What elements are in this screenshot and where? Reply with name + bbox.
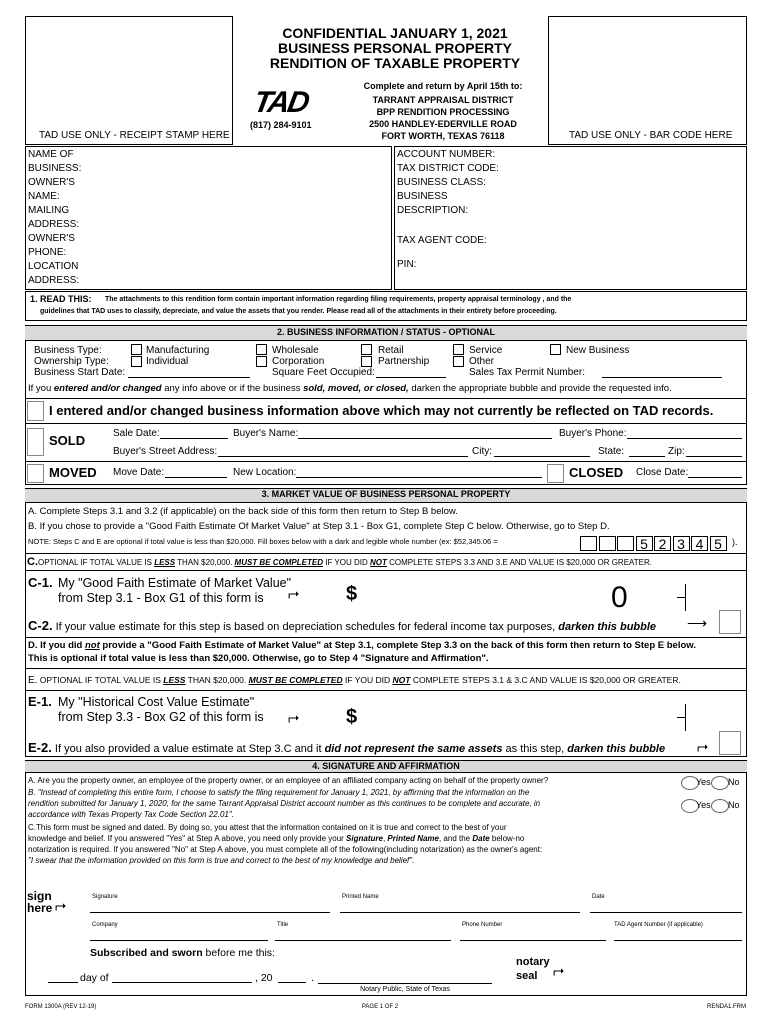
sale-date-label: Sale Date: (113, 428, 160, 439)
step-4a-yes-label: Yes (696, 777, 711, 787)
retail-label: Retail (378, 345, 404, 356)
tax-district-label: TAX DISTRICT CODE: (397, 163, 499, 174)
step-4b-text-1: B. "Instead of completing this entire form, I choose to satisfy the filing requirement for January 1, 2021, by affirming that the information on the (28, 788, 530, 797)
example-digit-box (580, 536, 597, 551)
return-note: Complete and return by April 15th to: (363, 81, 523, 91)
owner-field-label: PHONE: (28, 247, 67, 258)
divider (25, 553, 747, 554)
sales-tax-field[interactable] (602, 377, 722, 378)
move-date-field[interactable] (165, 477, 227, 478)
e1-label: E-1. (28, 694, 52, 709)
e2-text: E-2. If you also provided a value estimate at Step 3.C and it did not represent the same assets as this step, darken this bubble (28, 740, 666, 755)
city-label: City: (472, 446, 492, 457)
close-date-field[interactable] (688, 477, 742, 478)
sold-bubble[interactable] (27, 428, 44, 456)
owner-field-label: OWNER'S (28, 233, 75, 244)
sign-here-label: sign here (27, 889, 53, 915)
department-name: BPP RENDITION PROCESSING (376, 107, 510, 117)
manufacturing-label: Manufacturing (146, 345, 210, 356)
c1-label: C-1. (28, 575, 53, 590)
title-field[interactable] (275, 940, 451, 941)
business-description-label-1: BUSINESS (397, 191, 448, 202)
arrow-right-icon: ⟶ (687, 615, 708, 631)
owner-field-label: OWNER'S (28, 177, 75, 188)
example-digit-box (617, 536, 634, 551)
step-4a-no-radio[interactable] (711, 776, 729, 790)
step-d-text-1: D. If you did not provide a "Good Faith Estimate of Market Value" at Step 3.1, complete Step 3.3 on the back of this form then return to Step E below. (28, 640, 696, 651)
manufacturing-checkbox[interactable] (131, 344, 142, 355)
section-4-header: 4. SIGNATURE AND AFFIRMATION (312, 761, 460, 771)
date-field[interactable] (590, 912, 742, 913)
owner-field-label: ADDRESS: (28, 219, 80, 230)
form-id: FORM 1300A (REV 12-19) (25, 1004, 97, 1010)
section-1-text-2: guidelines that TAD uses to classify, depreciate, and value the assets that you render. Please read all of the attachments in their entirety before proceeding. (40, 308, 557, 315)
service-label: Service (469, 345, 503, 356)
step-4b-text-2: rendition submitted for January 1, 2020, for the same Tarrant Appraisal District account number as this continues to be complete and accurate, in (28, 799, 541, 808)
divider (25, 398, 747, 399)
new-location-field[interactable] (296, 477, 542, 478)
owner-field-label: NAME OF (28, 149, 74, 160)
seal-label: seal (516, 970, 538, 982)
ownership-type-label: Ownership Type: (34, 356, 109, 367)
step-4c-text-2: knowledge and belief. If you answered "Yes" at Step A above, you need only provide your Signature, Printed Name, and the Date below-no (28, 834, 525, 843)
retail-checkbox[interactable] (361, 344, 372, 355)
notary-label: notary (516, 956, 550, 968)
e1-dollar-sign: $ (346, 706, 358, 728)
divider (25, 423, 747, 424)
sold-label: SOLD (49, 433, 86, 448)
owner-field-label: BUSINESS: (28, 163, 82, 174)
bar-code-box (548, 16, 747, 145)
account-number-label: ACCOUNT NUMBER: (397, 149, 496, 160)
step-4b-text-3: accordance with Texas Property Tax Code Section 22.01". (28, 810, 234, 819)
page-number: PAGE 1 OF 2 (361, 1004, 399, 1010)
sale-date-field[interactable] (160, 438, 228, 439)
other-label: Other (469, 356, 495, 367)
changed-info-bubble[interactable] (27, 401, 44, 421)
buyer-phone-label: Buyer's Phone: (559, 428, 627, 439)
title-label: Title (277, 922, 289, 928)
tax-agent-label: TAX AGENT CODE: (397, 235, 487, 246)
closed-bubble[interactable] (547, 464, 564, 483)
step-c-header: C.OPTIONAL IF TOTAL VALUE IS LESS THAN $20,000. MUST BE COMPLETED IF YOU DID NOT COMPLETE STEPS 3.3 AND 3.E AND VALUE IS $20,000 OR GREATER. (27, 556, 652, 568)
status-instructions: If you entered and/or changed any info above or if the business sold, moved, or closed, darken the appropriate bubble and provide the requested info. (28, 383, 672, 394)
divider (25, 637, 747, 638)
district-phone: (817) 284-9101 (250, 120, 312, 130)
step-4b-yes-label: Yes (696, 800, 711, 810)
corporation-checkbox[interactable] (256, 356, 267, 367)
state-field[interactable] (629, 456, 665, 457)
wholesale-label: Wholesale (272, 345, 319, 356)
printed-name-label: Printed Name (342, 894, 379, 900)
signature-label: Signature (92, 894, 118, 900)
arrow-right-icon: ⮣ (55, 897, 67, 913)
c1-text-2: from Step 3.1 - Box G1 of this form is (58, 591, 264, 605)
business-class-label: BUSINESS CLASS: (397, 177, 486, 188)
arrow-right-icon: ⮣ (697, 738, 709, 754)
start-date-label: Business Start Date: (34, 367, 126, 378)
sales-tax-label: Sales Tax Permit Number: (469, 367, 585, 378)
subscribed-text: Subscribed and sworn before me this: (90, 947, 275, 959)
year-dot: . (311, 972, 314, 984)
example-digit-box: 4 (691, 536, 708, 551)
zip-field[interactable] (686, 456, 742, 457)
individual-label: Individual (146, 356, 189, 367)
step-a-text: A. Complete Steps 3.1 and 3.2 (if applicable) on the back side of this form then return to Step B below. (28, 506, 458, 517)
business-description-label-2: DESCRIPTION: (397, 205, 469, 216)
divider (677, 717, 686, 718)
corporation-label: Corporation (272, 356, 325, 367)
other-checkbox[interactable] (453, 356, 464, 367)
owner-field-label: LOCATION (28, 261, 79, 272)
year-field[interactable] (278, 982, 306, 983)
bar-code-label: TAD USE ONLY - BAR CODE HERE (569, 130, 733, 141)
owner-field-label: ADDRESS: (28, 275, 80, 286)
buyer-phone-field[interactable] (627, 438, 742, 439)
section-1-text-1: The attachments to this rendition form contain important information regarding filing requirements, property appraisal terminology , and the (105, 296, 572, 303)
divider (25, 570, 747, 571)
example-digit-box: 5 (636, 536, 653, 551)
c2-bubble[interactable] (719, 610, 741, 634)
buyer-name-label: Buyer's Name: (233, 428, 299, 439)
arrow-right-icon: ⮣ (288, 709, 300, 725)
moved-bubble[interactable] (27, 464, 44, 483)
start-date-field[interactable] (128, 377, 250, 378)
zip-label: Zip: (668, 446, 685, 457)
section-2-header: 2. BUSINESS INFORMATION / STATUS - OPTIONAL (276, 327, 495, 337)
day-field[interactable] (48, 982, 78, 983)
moved-label: MOVED (49, 465, 97, 480)
agent-number-label: TAD Agent Number (if applicable) (614, 922, 703, 928)
title-line-1: CONFIDENTIAL JANUARY 1, 2021 (282, 25, 508, 41)
file-name: RENDA1.FRM (706, 1004, 746, 1010)
example-digit-box: 5 (710, 536, 727, 551)
district-name: TARRANT APPRAISAL DISTRICT (372, 95, 514, 105)
phone-number-label: Phone Number (462, 922, 503, 928)
individual-checkbox[interactable] (131, 356, 142, 367)
agent-number-field[interactable] (614, 940, 742, 941)
changed-info-text: I entered and/or changed business information above which may not currently be reflected on TAD records. (49, 403, 714, 418)
year-prefix: , 20 (255, 972, 273, 984)
square-feet-label: Square Feet Occupied: (272, 367, 375, 378)
step-4c-text-4: "I swear that the information provided on this form is true and correct to the best of my knowledge and belief". (28, 856, 415, 865)
notary-public-label: Notary Public, State of Texas (360, 986, 450, 993)
e2-bubble[interactable] (719, 731, 741, 755)
phone-number-field[interactable] (460, 940, 606, 941)
city-field[interactable] (494, 456, 590, 457)
owner-field-label: NAME: (28, 191, 60, 202)
address-line-1: 2500 HANDLEY-EDERVILLE ROAD (369, 119, 517, 129)
buyer-street-field[interactable] (218, 456, 468, 457)
tad-logo: TAD (251, 86, 311, 119)
owner-field-label: MAILING (28, 205, 70, 216)
address-line-2: FORT WORTH, TEXAS 76118 (381, 131, 505, 141)
notary-signature-field[interactable] (318, 983, 492, 984)
company-label: Company (92, 922, 118, 928)
divider (677, 597, 686, 598)
step-4a-no-label: No (728, 777, 740, 787)
buyer-name-field[interactable] (298, 438, 552, 439)
step-d-text-2: This is optional if total value is less than $20,000. Otherwise, go to Step 4 "Signature and Affirmation". (28, 653, 489, 664)
month-field[interactable] (112, 982, 252, 983)
divider (25, 461, 747, 462)
e1-text-1: My "Historical Cost Value Estimate" (58, 695, 255, 709)
c1-dollar-sign: $ (346, 583, 358, 605)
section-1-label: 1. READ THIS: (30, 294, 92, 304)
arrow-right-icon: ⮣ (288, 585, 300, 601)
partnership-label: Partnership (378, 356, 430, 367)
pin-label: PIN: (397, 259, 417, 270)
example-digit-box: 2 (654, 536, 671, 551)
c1-value[interactable]: 0 (611, 581, 628, 614)
step-4c-text-1: C.This form must be signed and dated. By doing so, you attest that the information contained on it is true and correct to the best of your (28, 823, 507, 832)
divider (25, 690, 747, 691)
receipt-stamp-box (25, 16, 233, 145)
step-4b-no-label: No (728, 800, 740, 810)
day-of-label: day of (80, 972, 109, 984)
receipt-stamp-label: TAD USE ONLY - RECEIPT STAMP HERE (39, 130, 230, 141)
step-e-header: E. OPTIONAL IF TOTAL VALUE IS LESS THAN $20,000. MUST BE COMPLETED IF YOU DID NOT COMPLETE STEPS 3.1 & 3.C AND VALUE IS $20,000 OR GREATER. (28, 675, 681, 686)
state-label: State: (598, 446, 625, 457)
step-b-text: B. If you chose to provide a "Good Faith Estimate Of Market Value" at Step 3.1 - Box G1, complete Step C below. Otherwise, go to Step D. (28, 521, 610, 532)
new-location-label: New Location: (233, 467, 297, 478)
company-field[interactable] (90, 940, 268, 941)
c2-text: C-2. If your value estimate for this step is based on depreciation schedules for federal income tax purposes, darken this bubble (28, 618, 657, 633)
close-date-label: Close Date: (636, 467, 689, 478)
business-type-label: Business Type: (34, 345, 102, 356)
wholesale-checkbox[interactable] (256, 344, 267, 355)
square-feet-field[interactable] (376, 377, 446, 378)
step-4c-text-3: notarization is required. If you answered "No" at Step A above, you must complete all of the following(including notarization) as the owner's agent: (28, 845, 543, 854)
title-line-3: RENDITION OF TAXABLE PROPERTY (269, 55, 521, 71)
partnership-checkbox[interactable] (361, 356, 372, 367)
c1-text-1: My "Good Faith Estimate of Market Value" (58, 576, 292, 590)
buyer-street-label: Buyer's Street Address: (113, 446, 218, 457)
date-label: Date (592, 894, 605, 900)
new-business-label: New Business (566, 345, 630, 356)
section-3-header: 3. MARKET VALUE OF BUSINESS PERSONAL PROPERTY (261, 489, 511, 499)
move-date-label: Move Date: (113, 467, 165, 478)
title-line-2: BUSINESS PERSONAL PROPERTY (278, 40, 512, 56)
step-4a-text: A. Are you the property owner, an employee of the property owner, or an employee of an affiliated company acting on behalf of the property owner? (28, 776, 549, 785)
example-digit-box: 3 (673, 536, 690, 551)
new-business-checkbox[interactable] (550, 344, 561, 355)
divider (25, 668, 747, 669)
arrow-right-icon: ⮣ (553, 962, 565, 978)
note-text: NOTE: Steps C and E are optional if total value is less than $20,000. Fill boxes below with a dark and legible whole number (ex: $52,345.06 = (28, 537, 498, 546)
e1-text-2: from Step 3.3 - Box G2 of this form is (58, 710, 264, 724)
note-end: ). (732, 537, 738, 547)
example-digit-box (599, 536, 616, 551)
printed-name-field[interactable] (340, 912, 580, 913)
service-checkbox[interactable] (453, 344, 464, 355)
closed-label: CLOSED (569, 465, 624, 480)
step-4b-no-radio[interactable] (711, 799, 729, 813)
signature-field[interactable] (90, 912, 330, 913)
